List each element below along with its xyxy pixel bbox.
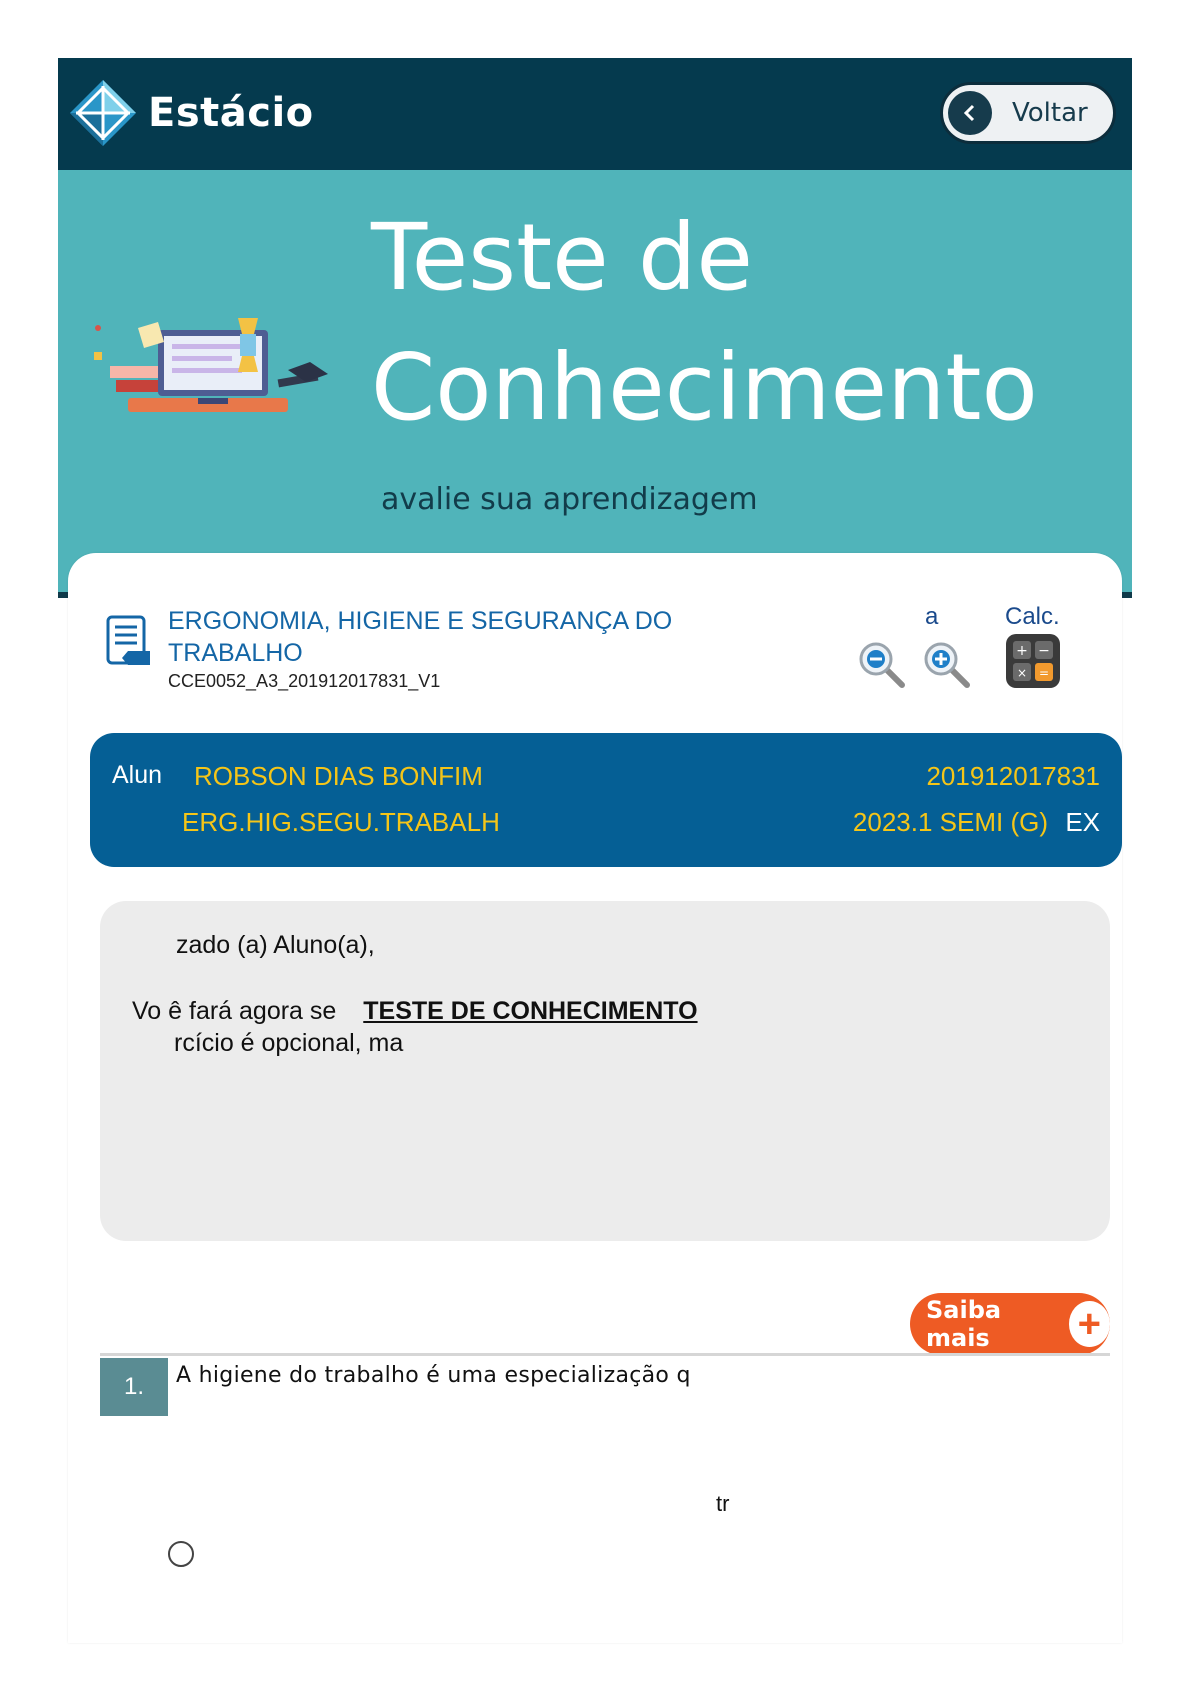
study-illustration-icon — [88, 318, 338, 443]
notice-emphasis: TESTE DE CONHECIMENTO — [363, 997, 698, 1025]
notice-greeting: zado (a) Aluno(a), — [176, 931, 375, 959]
hero-title-line-2: Conhecimento — [371, 334, 1038, 441]
svg-text:×: × — [1016, 666, 1028, 680]
saiba-mais-button[interactable] — [910, 1293, 1110, 1355]
course-title: ERGONOMIA, HIGIENE E SEGURANÇA DO TRABALHO — [168, 607, 673, 667]
question-number-badge: 1. — [100, 1358, 168, 1416]
notice-line-2-prefix: Vo ê fará agora se — [132, 997, 337, 1025]
notice-line-3: rcício é opcional, ma — [174, 1029, 404, 1057]
hero-banner — [58, 170, 1132, 595]
calculator-label: Calc. — [1005, 603, 1060, 630]
notice-line-2 — [132, 997, 698, 1026]
course-short-name: ERG.HIG.SEGU.TRABALH — [182, 807, 500, 837]
question-text-fragment: tr — [716, 1491, 730, 1516]
font-size-label: a — [925, 603, 939, 630]
calculator-icon[interactable] — [1005, 633, 1061, 694]
term-label: 2023.1 SEMI (G) — [852, 807, 1048, 837]
question-divider — [100, 1353, 1110, 1356]
content-card — [68, 553, 1122, 1643]
document-icon — [104, 615, 154, 676]
zoom-out-icon[interactable] — [858, 641, 906, 694]
estacio-logo — [68, 78, 314, 148]
question-text: A higiene do trabalho é uma especialização q — [176, 1363, 691, 1388]
hero-title-line-1: Teste de — [371, 204, 754, 311]
back-button[interactable] — [940, 82, 1116, 144]
svg-text:−: − — [1038, 643, 1050, 659]
chevron-left-icon — [948, 91, 992, 135]
hero-subtitle: avalie sua aprendizagem — [381, 482, 758, 517]
notice-box — [100, 901, 1110, 1241]
student-name: ROBSON DIAS BONFIM — [194, 761, 483, 791]
exam-type-label: EX — [1065, 807, 1100, 837]
saiba-mais-label: Saiba mais — [926, 1296, 1002, 1352]
student-id: 201912017831 — [926, 761, 1100, 791]
course-code: CCE0052_A3_201912017831_V1 — [168, 671, 441, 691]
page-frame — [58, 58, 1132, 1624]
svg-text:+: + — [1016, 643, 1028, 659]
back-button-label: Voltar — [1012, 98, 1088, 128]
zoom-in-icon[interactable] — [923, 641, 971, 694]
svg-text:=: = — [1038, 666, 1050, 680]
plus-icon: + — [1069, 1301, 1110, 1347]
answer-radio[interactable] — [168, 1541, 194, 1567]
student-info-bar — [90, 733, 1122, 867]
brand-name: Estácio — [148, 90, 314, 136]
top-bar — [58, 58, 1132, 170]
student-label: Alun — [112, 761, 163, 789]
diamond-logo-icon — [68, 78, 138, 148]
